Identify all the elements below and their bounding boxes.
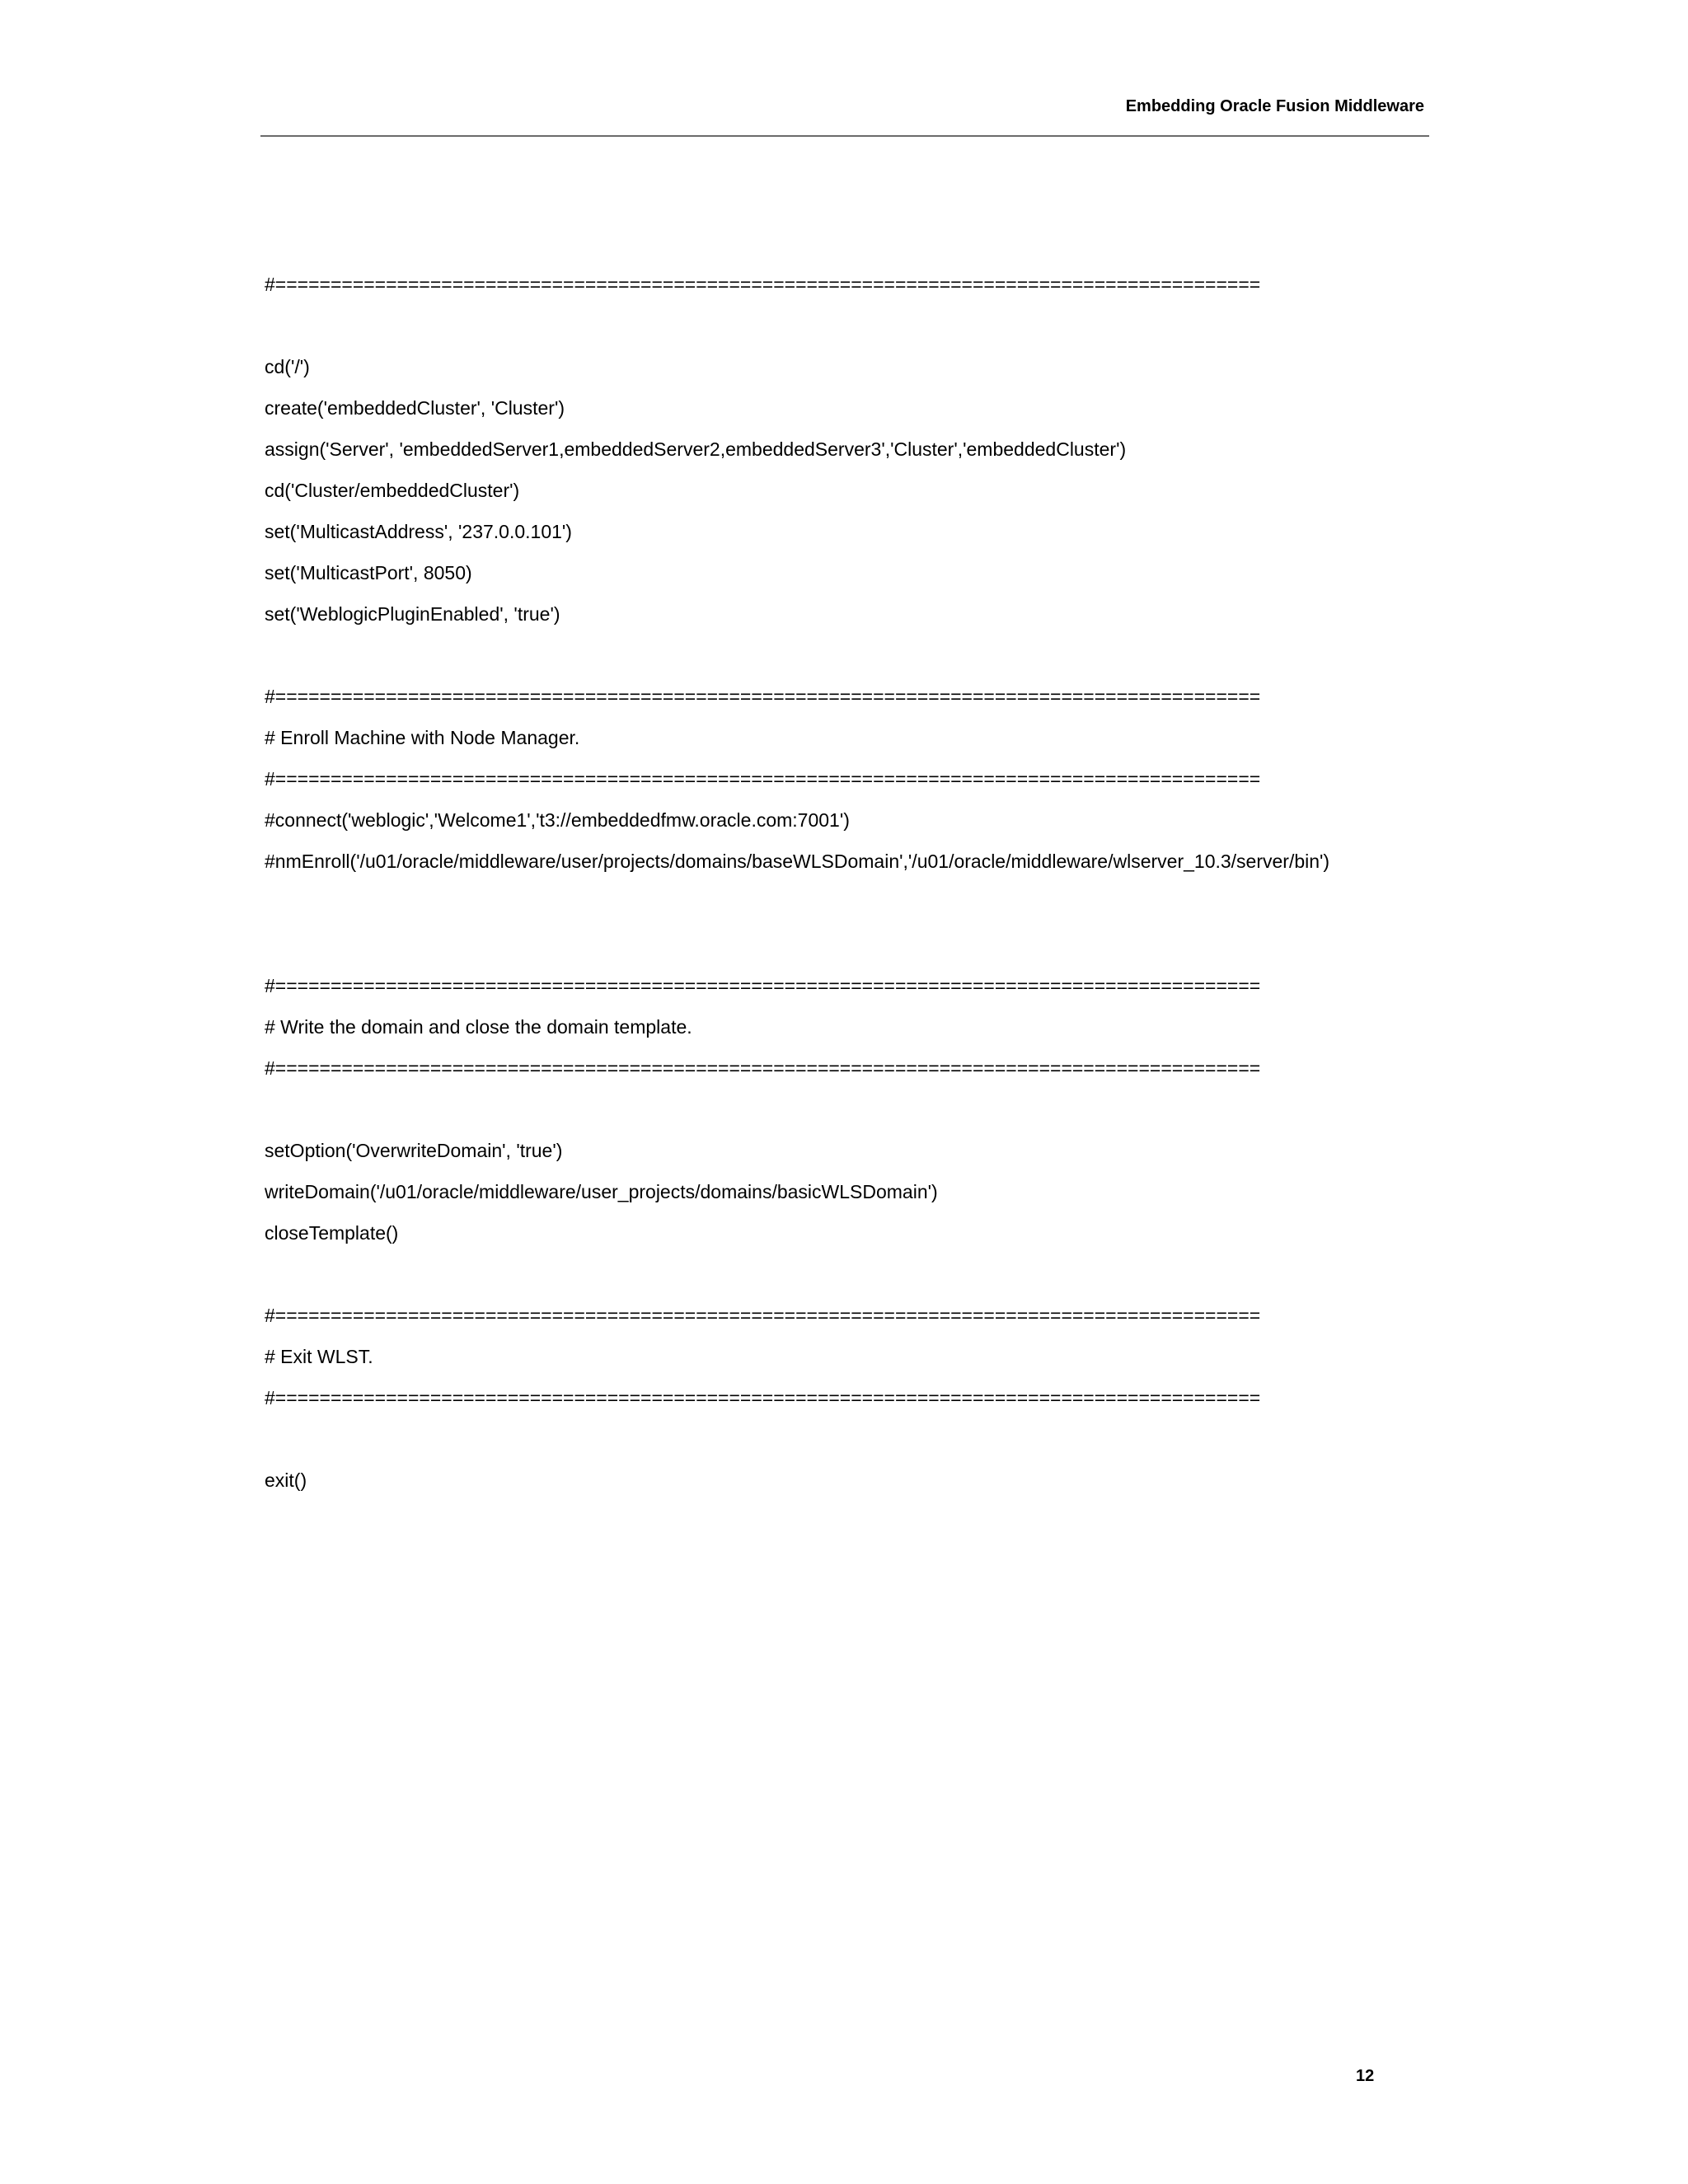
page-header [260, 92, 1429, 137]
code-line: closeTemplate() [265, 1222, 399, 1244]
code-separator: #========================================================================================= [265, 975, 1261, 996]
code-comment: # Exit WLST. [265, 1346, 373, 1367]
code-line: set('WeblogicPluginEnabled', 'true') [265, 603, 560, 625]
header-title: Embedding Oracle Fusion Middleware [1125, 97, 1424, 115]
code-separator: #========================================================================================= [265, 1387, 1261, 1408]
code-separator: #========================================================================================= [265, 1305, 1261, 1326]
code-comment: #nmEnroll('/u01/oracle/middleware/user/projects/domains/baseWLSDomain','/u01/oracle/middleware/wlserver_10.3/server/bin') [265, 851, 1330, 872]
code-comment: #connect('weblogic','Welcome1','t3://embeddedfmw.oracle.com:7001') [265, 809, 850, 831]
code-line: cd('/') [265, 356, 310, 377]
code-separator: #========================================================================================= [265, 686, 1261, 707]
code-line: set('MulticastPort', 8050) [265, 562, 472, 583]
page-number: 12 [1356, 2067, 1375, 2085]
code-line: exit() [265, 1469, 307, 1491]
code-line: set('MulticastAddress', '237.0.0.101') [265, 521, 572, 542]
code-line: setOption('OverwriteDomain', 'true') [265, 1140, 563, 1161]
code-comment: # Enroll Machine with Node Manager. [265, 727, 580, 748]
code-comment: # Write the domain and close the domain template. [265, 1016, 692, 1038]
code-separator: #========================================================================================= [265, 1057, 1261, 1079]
code-line: writeDomain('/u01/oracle/middleware/user_projects/domains/basicWLSDomain') [265, 1181, 938, 1202]
code-separator: #========================================================================================= [265, 274, 1261, 295]
code-line: assign('Server', 'embeddedServer1,embeddedServer2,embeddedServer3','Cluster','embeddedCluster') [265, 438, 1127, 460]
code-line: cd('Cluster/embeddedCluster') [265, 480, 520, 501]
code-separator: #========================================================================================= [265, 768, 1261, 790]
code-line: create('embeddedCluster', 'Cluster') [265, 397, 565, 419]
